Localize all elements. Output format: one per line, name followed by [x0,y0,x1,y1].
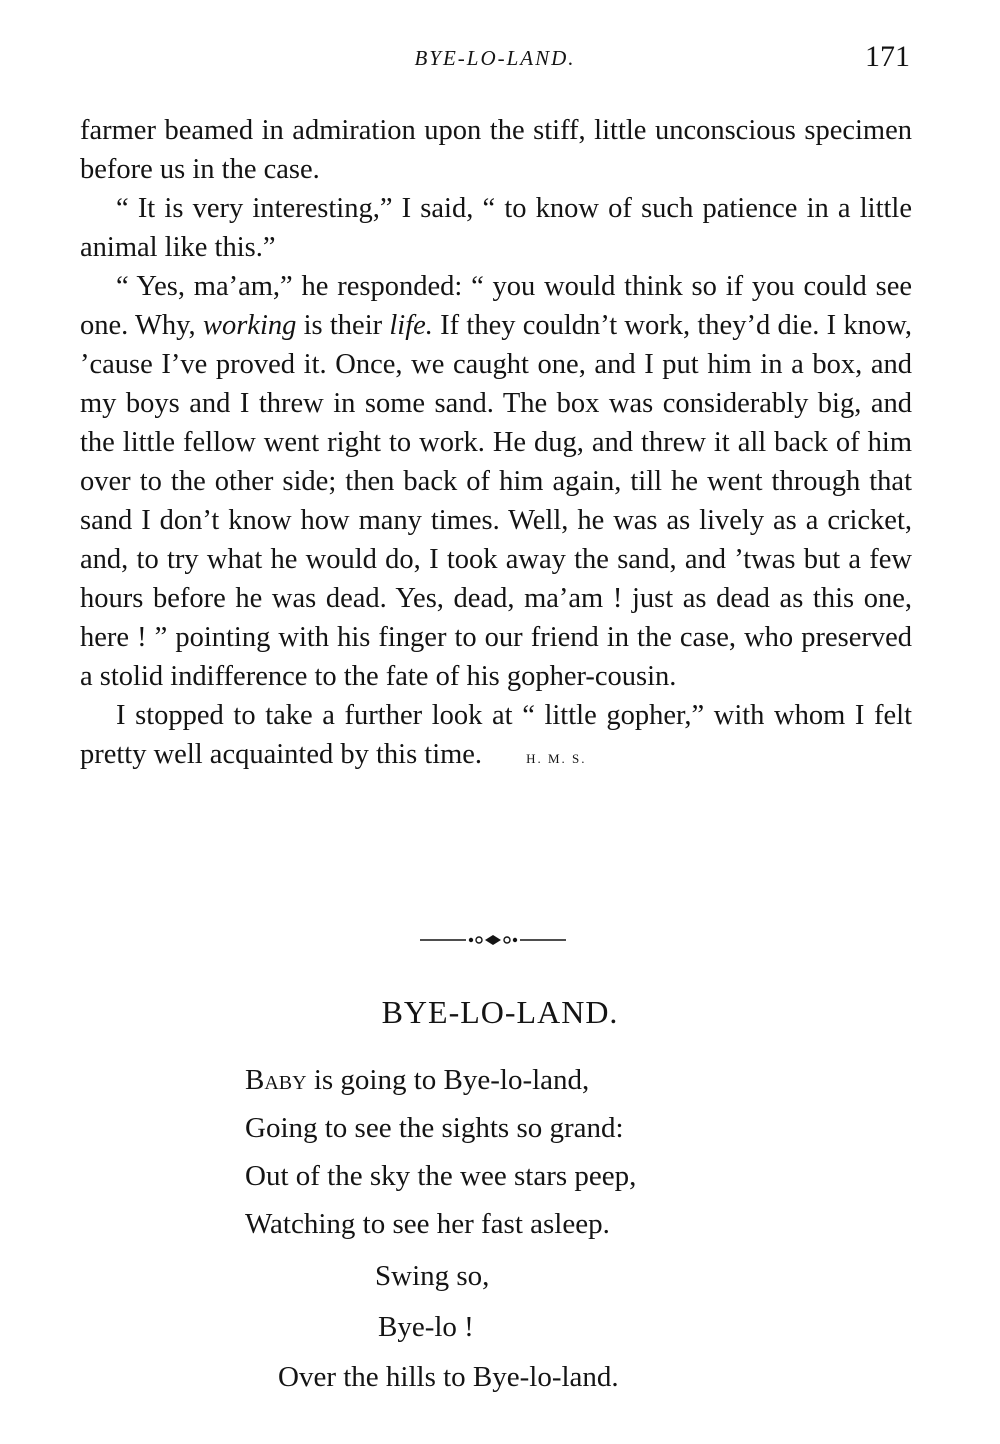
poem-title: BYE-LO-LAND. [381,994,619,1030]
ornament-divider [418,930,568,950]
paragraph-4-text: I stopped to take a further look at “ little gopher,” with whom I felt pretty well acquainted by this time. [80,700,912,770]
emphasis-life: life. [389,310,433,341]
running-title: BYE-LO-LAND. [414,46,576,70]
author-signature: H. M. S. [526,751,587,766]
verse-line-1 [245,1064,589,1097]
emphasis-working: working [202,310,297,341]
verse-line-4: Watching to see her fast asleep. [245,1208,610,1240]
prose-body [80,111,912,778]
paragraph-3-part-a: “ Yes, ma’am,” he responded: “ you would think so if you could see one. Why, [80,271,912,341]
running-head [80,40,910,80]
verse-line-3: Out of the sky the wee stars peep, [245,1160,637,1192]
paragraph-3-part-c: If they couldn’t work, they’d die. I know, ’cause I’ve proved it. Once, we caught one, and I put him in a box, and my boys and I threw in some sand. The box was considerably big, and the little fellow went right to work. He dug, and threw it all back of him over to the other side; then back of him again, till he went through that sand I don’t know how many times. Well, he was as lively as a cricket, and, to try what he would do, I took away the sand, and ’twas but a few hours before he was dead. Yes, dead, ma’am ! just as dead as this one, here ! ” pointing with his finger to our friend in the case, who preserved a stolid indifference to the fate of his gopher-cousin. [80,310,912,692]
paragraph-1: farmer beamed in admiration upon the stiff, little unconscious specimen before us in the case. [80,115,912,185]
verse-line-1-initial: Baby [245,1064,307,1096]
paragraph-3-part-b: is their [296,310,390,341]
paragraph-4 [80,696,912,778]
verse-line-6: Bye-lo ! [378,1311,474,1343]
paragraph-2: “ It is very interesting,” I said, “ to know of such patience in a little animal like this.” [80,193,912,263]
page-number: 171 [865,40,910,73]
verse-line-2: Going to see the sights so grand: [245,1112,624,1144]
verse-line-7: Over the hills to Bye-lo-land. [278,1361,619,1393]
paragraph-3 [80,267,912,696]
verse-line-1-rest: is going to Bye-lo-land, [306,1064,590,1096]
verse-line-5: Swing so, [375,1260,490,1292]
